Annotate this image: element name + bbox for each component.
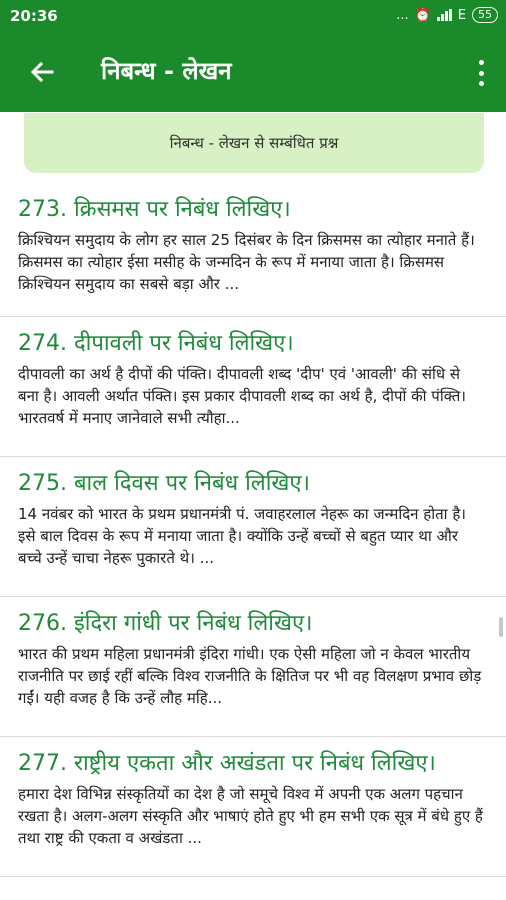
alarm-icon: ⏰ (414, 7, 431, 23)
item-excerpt: हमारा देश विभिन्न संस्कृतियों का देश है जो समूचे विश्व में अपनी एक अलग पहचान रखता है। अलग-अलग संस्कृति और भाषाएं होते हुए भी हम सभी एक सूत्र में बंधे हुए हैं तथा राष्ट्र की एकता व अखंडता ... (18, 785, 483, 847)
status-time: 20:36 (10, 7, 58, 25)
overflow-menu-icon[interactable] (476, 60, 486, 86)
item-title: 276. इंदिरा गांधी पर निबंध लिखिए। (18, 611, 313, 636)
scrollbar[interactable] (499, 617, 503, 637)
signal-icon (437, 9, 452, 21)
item-title: 274. दीपावली पर निबंध लिखिए। (18, 331, 294, 356)
item-excerpt: 14 नवंबर को भारत के प्रथम प्रधानमंत्री पं. जवाहरलाल नेहरू का जन्मदिन होता है। इसे बाल दिवस के रूप में मनाया जाता है। क्योंकि उन्हें बच्चों से बहुत प्यार था और बच्चे उन्हें चाचा नेहरू पुकारते थे। ... (18, 505, 466, 567)
item-excerpt: दीपावली का अर्थ है दीपों की पंक्ति। दीपावली शब्द 'दीप' एवं 'आवली' की संधि से बना है। आवली अर्थात पंक्ति। इस प्रकार दीपावली शब्द का अर्थ है, दीपों की पंक्ति। भारतवर्ष में मनाए जानेवाले सभी त्यौहा... (18, 365, 466, 427)
battery-icon: 55 (472, 7, 498, 23)
list-item[interactable] (0, 183, 506, 317)
item-excerpt: भारत की प्रथम महिला प्रधानमंत्री इंदिरा गांधी। एक ऐसी महिला जो न केवल भारतीय राजनीति पर छाई रहीं बल्कि विश्व राजनीति के क्षितिज पर भी वह विलक्षण प्रभाव छोड़ गईं। यही वजह है कि उन्हें लौह महि... (18, 645, 482, 707)
section-header: निबन्ध - लेखन से सम्बंधित प्रश्न (24, 113, 484, 173)
app-bar (0, 32, 506, 112)
network-type: E (457, 7, 466, 23)
list-item[interactable] (0, 737, 506, 877)
status-bar (0, 0, 506, 32)
status-icons (396, 7, 498, 23)
item-excerpt: क्रिश्चियन समुदाय के लोग हर साल 25 दिसंबर के दिन क्रिसमस का त्योहार मनाते हैं। क्रिसमस का त्योहार ईसा मसीह के जन्मदिन के रूप में मनाया जाता है। क्रिसमस क्रिश्चियन समुदाय का सबसे बड़ा और ... (18, 231, 475, 293)
back-arrow-icon[interactable] (26, 56, 58, 88)
notification-dots-icon: ... (396, 7, 409, 23)
list-item[interactable] (0, 597, 506, 737)
item-title: 275. बाल दिवस पर निबंध लिखिए। (18, 471, 310, 496)
essay-list (0, 183, 506, 877)
page-title: निबन्ध - लेखन (101, 57, 232, 85)
item-title: 277. राष्ट्रीय एकता और अखंडता पर निबंध लिखिए। (18, 751, 436, 776)
list-item[interactable] (0, 317, 506, 457)
item-title: 273. क्रिसमस पर निबंध लिखिए। (18, 197, 291, 222)
list-item[interactable] (0, 457, 506, 597)
